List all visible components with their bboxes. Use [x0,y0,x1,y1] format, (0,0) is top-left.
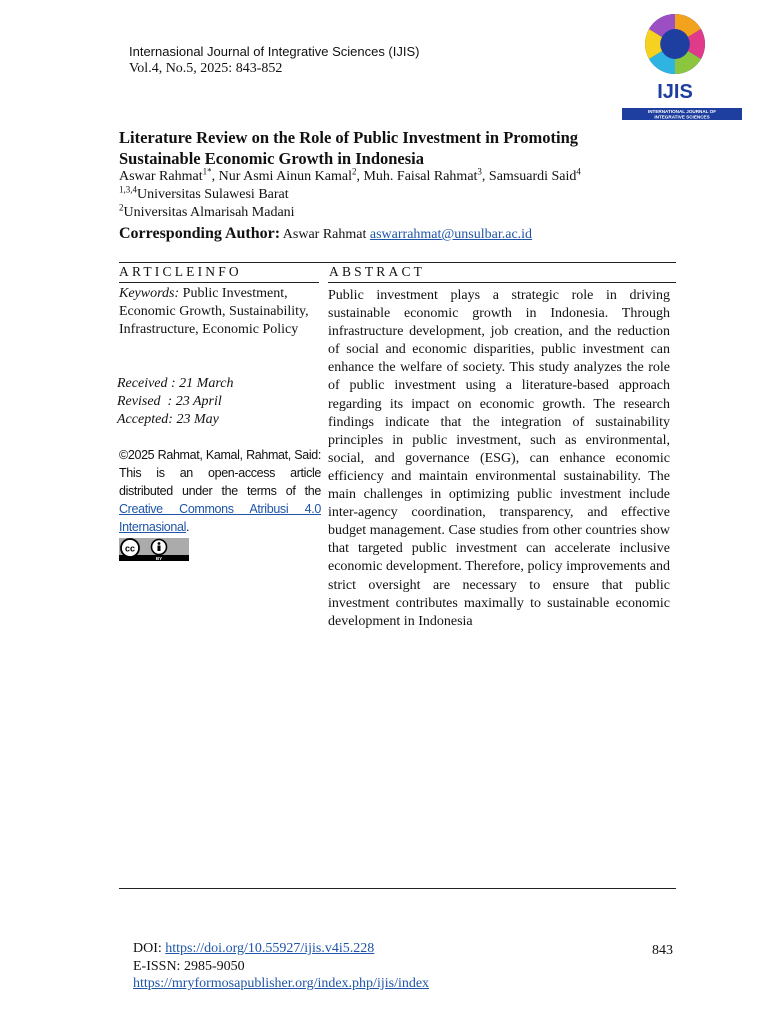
corresponding-email-link[interactable]: aswarrahmat@unsulbar.ac.id [369,227,533,242]
affiliation: $^{1,3,4}$Universitas Sulawesi Barat [119,184,289,202]
journal-site-link[interactable]: https://mryformosapublisher.org/index.php/ijis/index [133,976,430,991]
journal-volume: Vol.4, No.5, 2025: 843-852 [129,61,283,76]
doi-link[interactable]: https://doi.org/10.55927/ijis.v4i5.228 [165,941,375,956]
received-date: Received : 21 March [117,376,234,391]
abstract-heading: ABSTRACT [329,264,426,279]
author-name: Nur Asmi Ainun Kamal [218,169,352,184]
keywords-block [119,285,324,339]
title-line-1: Literature Review on the Role of Public Investment in Promoting [119,128,579,147]
keywords-label: Keywords: [119,286,180,301]
author-list: Aswar Rahmat$^{1*}$, Nur Asmi Ainun Kamal$^2$, Muh. Faisal Rahmat$^3$, Samsuardi Said$^4$ [119,166,581,184]
journal-header [129,43,419,77]
title-line-2: Sustainable Economic Growth in Indonesia [119,149,425,168]
logo-subtitle-1: INTERNATIONAL JOURNAL OF [647,109,717,114]
eissn: E-ISSN: 2985-9050 [133,958,245,974]
cc-badge-label: BY [155,556,163,561]
affiliation: $^2$Universitas Almarisah Madani [119,202,295,220]
keywords-list: Public Investment, Economic Growth, Sustainability, Infrastructure, Economic Policy [119,286,309,337]
author-name: Samsuardi Said [488,169,577,184]
dates-block [117,375,233,429]
section-divider [119,262,676,263]
authors-block [119,168,689,222]
logo-wheel-icon [620,10,744,122]
abstract-text: Public investment plays a strategic role in driving sustainable economic growth in Indonesia. Through infrastructure development, job creation, and the reduction of social and economic disparities, public investment can enhance the welfare of society. This study analyzes the role of public investment using a literature-based approach regarding its impact on economic growth. The research findings indicate that the integration of sustainability principles in public investment, such as environmental, social, and governance (ESG), can enhance economic efficiency and maintain environmental sustainability. The main challenges in optimizing public investment include inter-agency coordination, transparency, and effective budget management. Case studies from other countries show that targeted public investment can accelerate inclusive economic development. Therefore, policy improvements and strict oversight are necessary to ensure that public investment contributes maximally to sustainable economic development in Indonesia [328,288,670,629]
abstract-divider [328,282,676,283]
journal-name: Internasional Journal of Integrative Sciences (IJIS) [129,44,420,59]
footer-divider [119,888,676,889]
logo-text: IJIS [657,81,693,103]
license-block: ©2025 Rahmat, Kamal, Rahmat, Said: This is an open-access article distributed under the terms of the Creative Commons Atribusi 4.0 Internasional. [119,448,321,534]
info-divider [119,282,319,283]
corresponding-label: Corresponding Author: [119,225,281,242]
corresponding-name: Aswar Rahmat [282,227,367,242]
license-text: ©2025 Rahmat, Kamal, Rahmat, Said: This is an open-access article distributed under the terms of the [119,448,321,498]
accepted-date: Accepted: 23 May [117,412,219,427]
license-link[interactable]: Creative Commons Atribusi 4.0 Internasional [119,502,321,534]
journal-logo [620,10,744,122]
revised-date: Revised : 23 April [117,394,222,409]
cc-by-icon [119,538,189,561]
footer-block [133,940,429,993]
doi-label: DOI: [133,941,162,956]
corresponding-author [119,225,532,243]
author-name: Aswar Rahmat [119,169,203,184]
page-number: 843 [652,943,673,958]
svg-text:cc: cc [124,543,136,554]
article-title [119,127,679,169]
cc-by-badge[interactable] [119,538,189,561]
logo-subtitle-2: INTEGRATIVE SCIENCES [654,114,710,120]
article-info-heading: ARTICLEINFO [119,264,242,279]
author-name: Muh. Faisal Rahmat [363,169,478,184]
